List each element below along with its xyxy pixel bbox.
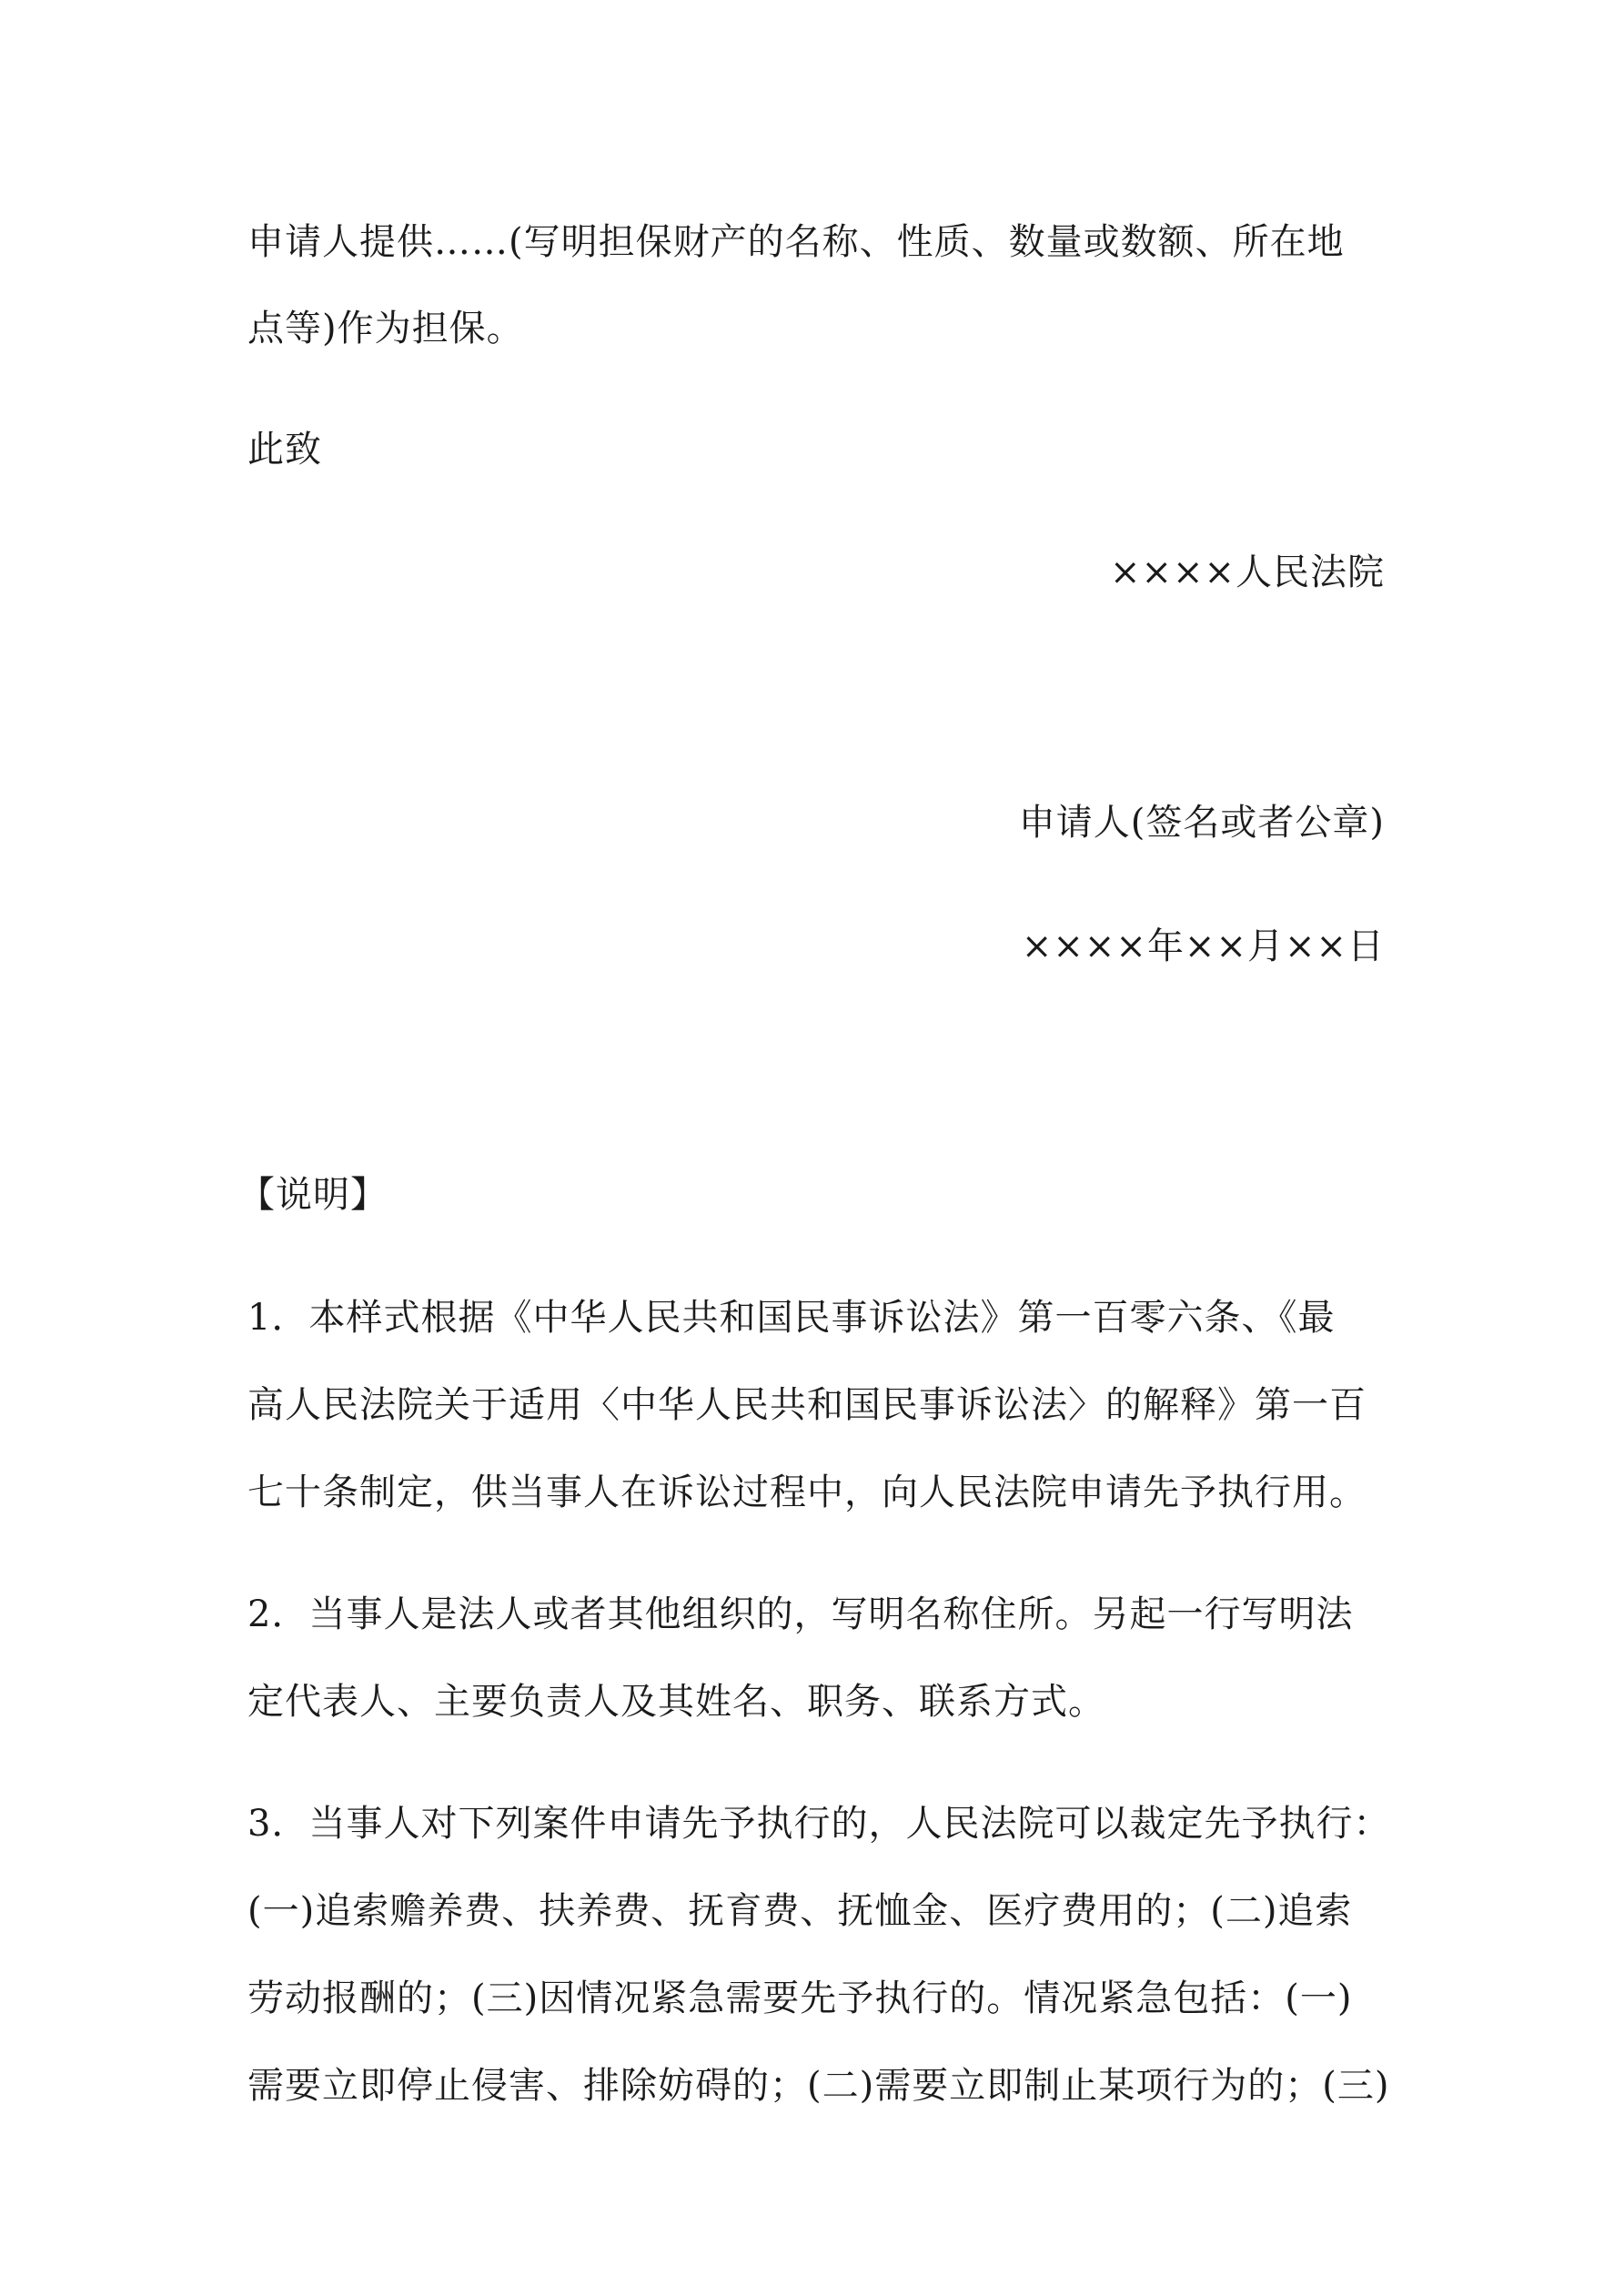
note-2-line-2: 定代表人、主要负责人及其姓名、职务、联系方式。 <box>247 1681 1105 1723</box>
applicant-signature: 申请人(签名或者公章) <box>1018 802 1385 844</box>
note-2-line-1: 2．当事人是法人或者其他组织的，写明名称住所。另起一行写明法 <box>247 1593 1354 1635</box>
guarantee-paragraph-line-2: 点等)作为担保。 <box>247 308 524 349</box>
document-date: ××××年××月××日 <box>1021 925 1385 967</box>
note-1-line-1: 1．本样式根据《中华人民共和国民事诉讼法》第一百零六条、《最 <box>247 1297 1336 1339</box>
salutation: 此致 <box>247 429 322 470</box>
note-3-line-4: 需要立即停止侵害、排除妨碍的；(二)需要立即制止某项行为的；(三) <box>247 2065 1390 2107</box>
note-1-line-3: 七十条制定，供当事人在诉讼过程中，向人民法院申请先予执行用。 <box>247 1472 1367 1513</box>
note-3-line-3: 劳动报酬的；(三)因情况紧急需要先予执行的。情况紧急包括：(一) <box>247 1977 1353 2019</box>
note-3-line-1: 3．当事人对下列案件申请先予执行的，人民法院可以裁定先予执行： <box>247 1803 1391 1845</box>
guarantee-paragraph-line-1: 申请人提供……(写明担保财产的名称、性质、数量或数额、所在地 <box>247 221 1345 263</box>
note-1-line-2: 高人民法院关于适用〈中华人民共和国民事诉讼法〉的解释》第一百 <box>247 1384 1367 1426</box>
notes-heading: 【说明】 <box>238 1174 388 1216</box>
note-3-line-2: (一)追索赡养费、扶养费、抚育费、抚恤金、医疗费用的；(二)追索 <box>247 1890 1353 1932</box>
court-name: ××××人民法院 <box>1109 551 1385 593</box>
